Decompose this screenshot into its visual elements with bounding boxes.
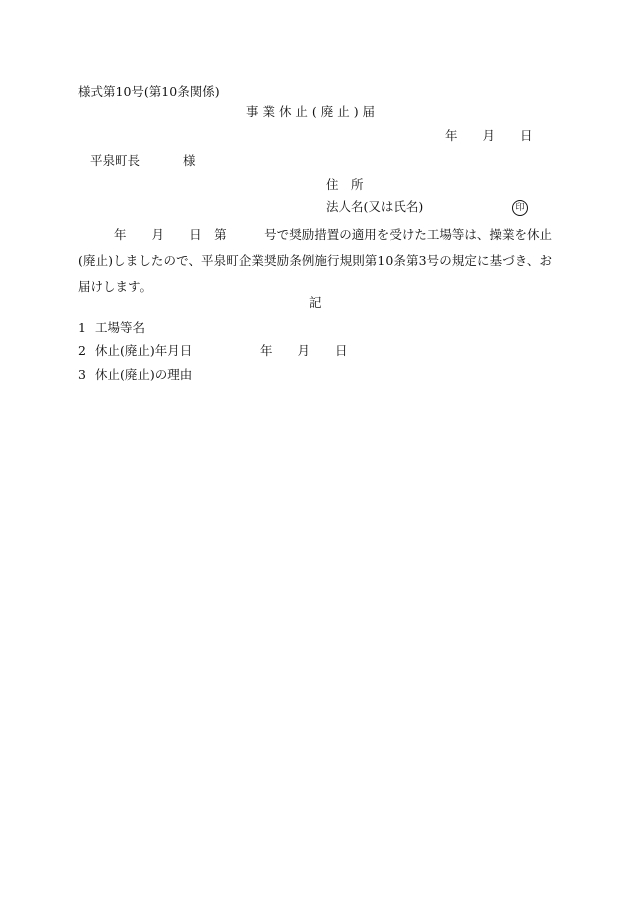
form-number-label: 様式第10号(第10条関係) — [78, 84, 220, 99]
item-number: 1 — [78, 320, 86, 335]
addressee-name: 平泉町長 — [90, 153, 141, 168]
ki-heading: 記 — [309, 295, 322, 310]
item-label: 工場等名 — [95, 320, 146, 335]
address-label: 住 所 — [326, 177, 364, 192]
item-label: 休止(廃止)の理由 — [95, 367, 193, 382]
addressee-honorific: 様 — [183, 153, 196, 168]
body-paragraph: 年 月 日 第 号で奨励措置の適用を受けた工場等は、操業を休止(廃止)しましたので、平泉町企業奨励条例施行規則第10条第3号の規定に基づき、お届けします。 — [78, 227, 552, 294]
item-number: 3 — [78, 367, 86, 382]
document-title: 事 業 休 止 ( 廃 止 ) 届 — [246, 104, 376, 119]
item-label: 休止(廃止)年月日 — [95, 343, 193, 358]
seal-mark: 印 — [512, 200, 528, 216]
date-line: 年 月 日 — [445, 128, 533, 143]
name-label: 法人名(又は氏名) — [326, 199, 424, 214]
item-date-value: 年 月 日 — [260, 343, 348, 358]
item-number: 2 — [78, 343, 86, 358]
